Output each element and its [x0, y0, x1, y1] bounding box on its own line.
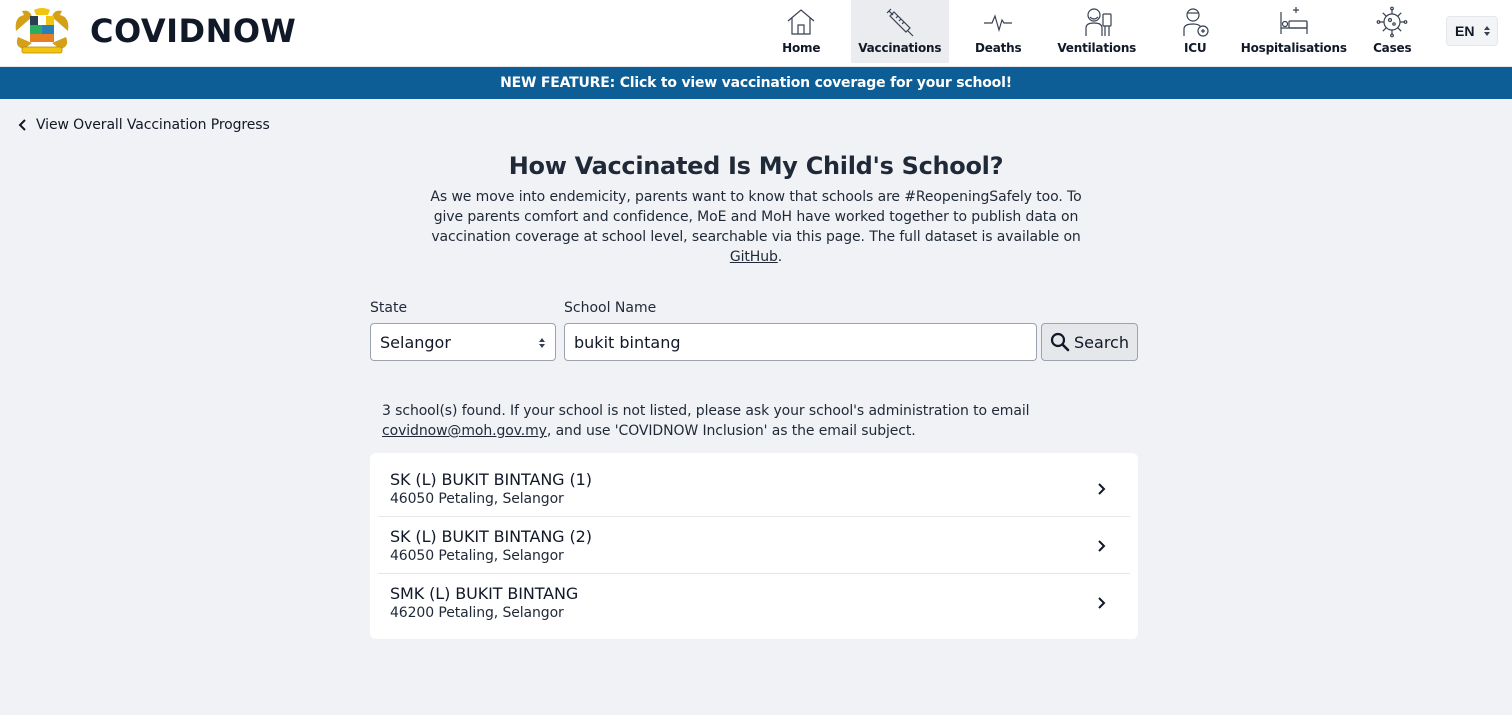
search-icon — [1050, 332, 1070, 352]
page-title: How Vaccinated Is My Child's School? — [508, 152, 1004, 180]
icu-icon — [1179, 6, 1211, 38]
nav-icu[interactable] — [1146, 0, 1245, 63]
description-period: . — [777, 249, 783, 265]
nav-icu-label: ICU — [1184, 41, 1207, 55]
back-link-text: View Overall Vaccination Progress — [36, 117, 270, 133]
search-button-label: Search — [1074, 332, 1129, 352]
school-name: SK (L) BUKIT BINTANG (2) — [390, 527, 592, 546]
nav-home-label: Home — [782, 41, 821, 55]
school-address: 46050 Petaling, Selangor — [390, 548, 564, 564]
back-link[interactable] — [16, 117, 270, 133]
nav-ventilations-label: Ventilations — [1057, 41, 1137, 55]
chevron-right-icon — [1094, 539, 1108, 553]
nav-ventilations[interactable] — [1048, 0, 1147, 63]
results-summary-tail: , and use 'COVIDNOW Inclusion' as the email subject. — [546, 423, 916, 439]
list-item[interactable] — [378, 453, 1130, 517]
select-arrows-icon — [539, 337, 545, 349]
chevron-right-icon — [1094, 482, 1108, 496]
search-button[interactable] — [1041, 323, 1138, 361]
results-list — [370, 453, 1138, 639]
main-nav — [752, 0, 1442, 63]
list-item[interactable] — [378, 574, 1130, 631]
results-summary — [382, 401, 1122, 441]
nav-cases[interactable] — [1343, 0, 1442, 63]
school-name: SK (L) BUKIT BINTANG (1) — [390, 470, 592, 489]
select-arrows-icon — [1484, 25, 1490, 37]
state-label: State — [370, 300, 408, 316]
school-address: 46200 Petaling, Selangor — [390, 605, 564, 621]
state-select-value: Selangor — [380, 332, 451, 352]
page-description — [420, 187, 1092, 267]
chevron-right-icon — [1094, 596, 1108, 610]
nav-cases-label: Cases — [1373, 41, 1412, 55]
brand-name[interactable]: COVIDNOW — [90, 12, 297, 50]
school-name-label: School Name — [564, 300, 657, 316]
ventilator-icon — [1081, 6, 1113, 38]
hospital-bed-icon — [1278, 6, 1310, 38]
top-header — [0, 0, 1512, 67]
banner-text: NEW FEATURE: Click to view vaccination coverage for your school! — [500, 75, 1012, 91]
nav-deaths[interactable] — [949, 0, 1048, 63]
virus-icon — [1376, 6, 1408, 38]
nav-home[interactable] — [752, 0, 851, 63]
list-item[interactable] — [378, 517, 1130, 574]
syringe-icon — [884, 6, 916, 38]
school-name: SMK (L) BUKIT BINTANG — [390, 584, 579, 603]
home-icon — [785, 6, 817, 38]
language-value: EN — [1455, 23, 1475, 39]
school-name-input[interactable] — [564, 323, 1037, 361]
language-select[interactable] — [1446, 16, 1498, 46]
results-summary-text: 3 school(s) found. If your school is not listed, please ask your school's administration to email — [382, 403, 1030, 419]
school-address: 46050 Petaling, Selangor — [390, 491, 564, 507]
nav-hospitalisations[interactable] — [1240, 0, 1347, 63]
pulse-icon — [982, 6, 1014, 38]
malaysia-coat-of-arms-logo[interactable] — [10, 7, 74, 55]
new-feature-banner[interactable] — [0, 67, 1512, 99]
email-link[interactable]: covidnow@moh.gov.my — [382, 423, 547, 439]
chevron-left-icon — [16, 118, 30, 132]
description-text: As we move into endemicity, parents want to know that schools are #ReopeningSafely too. To give parents comfort and confidence, MoE and MoH have worked together to publish data on vaccination coverage at school level, searchable via this page. The full dataset is available on — [430, 189, 1082, 245]
nav-vaccinations[interactable] — [851, 0, 950, 63]
state-select[interactable] — [370, 323, 556, 361]
nav-vaccinations-label: Vaccinations — [858, 41, 942, 55]
nav-hospitalisations-label: Hospitalisations — [1240, 41, 1347, 55]
github-link[interactable]: GitHub — [729, 249, 778, 265]
nav-deaths-label: Deaths — [975, 41, 1022, 55]
